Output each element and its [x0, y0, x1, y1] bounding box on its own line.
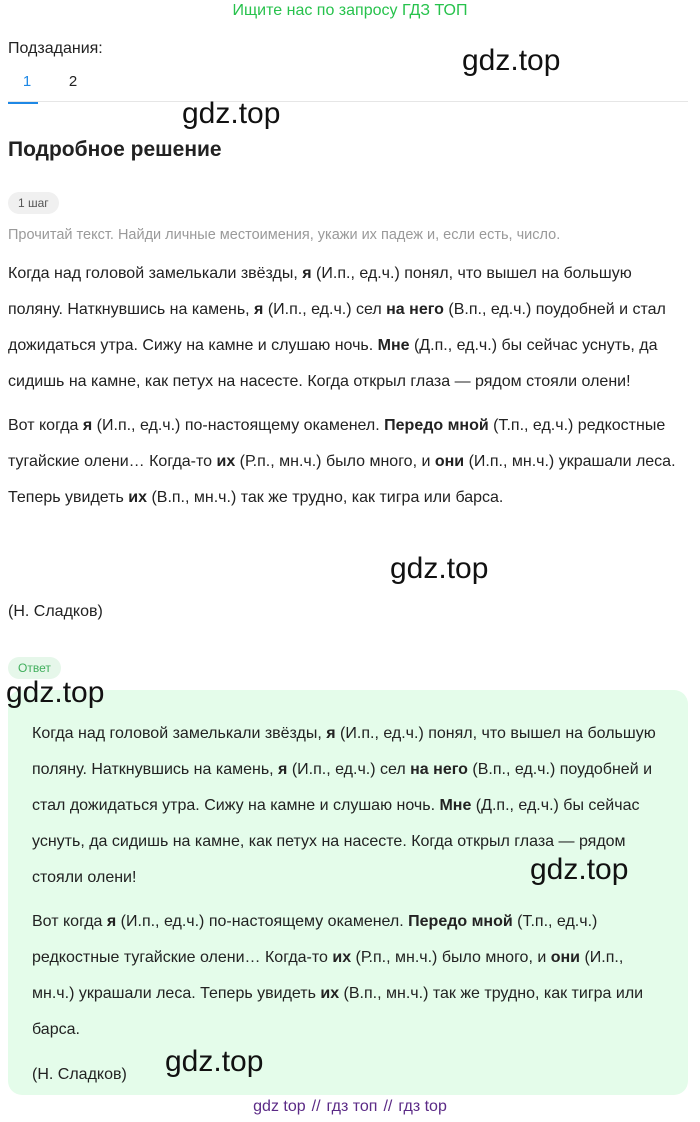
tab-subtask-2[interactable]: 2 [68, 73, 78, 90]
answer-badge: Ответ [8, 657, 61, 679]
watermark: gdz.top [165, 1045, 264, 1078]
text-segment: (И.п., ед.ч.) понял, что вышел на большую поляну. Наткнувшись на камень, [8, 265, 632, 318]
solution-paragraph-1 [8, 256, 678, 400]
watermark: gdz.top [182, 97, 281, 130]
pronoun-highlight: на него [386, 301, 444, 318]
text-segment: (В.п., мн.ч.) так же трудно, как тигра или барса. [32, 985, 644, 1038]
text-segment: (И.п., ед.ч.) по-настоящему окаменел. [116, 913, 409, 930]
text-segment: (И.п., ед.ч.) по-настоящему окаменел. [92, 417, 385, 434]
pronoun-highlight: Мне [439, 797, 472, 814]
answer-paragraph-2 [32, 904, 662, 1048]
text-segment: (И.п., мн.ч.) украшали леса. Теперь увидеть [32, 949, 624, 1002]
watermark: gdz.top [390, 552, 489, 585]
footer-separator: // [383, 1098, 393, 1115]
text-segment: (Д.п., ед.ч.) бы сейчас уснуть, да сидишь на камне, как петух на насесте. Когда открыл глаза — рядом стояли олени! [8, 337, 658, 390]
pronoun-highlight: я [278, 761, 288, 778]
footer-link-3[interactable]: гдз top [398, 1098, 447, 1115]
pronoun-highlight: их [332, 949, 352, 966]
pronoun-highlight: я [302, 265, 312, 282]
text-segment: Когда над головой замелькали звёзды, [32, 725, 327, 742]
pronoun-highlight: Передо мной [384, 417, 489, 434]
pronoun-highlight: их [216, 453, 236, 470]
tab-subtask-1[interactable]: 1 [8, 72, 46, 102]
pronoun-highlight: Мне [377, 337, 410, 354]
text-segment: (Р.п., мн.ч.) было много, и [351, 949, 551, 966]
text-segment: (И.п., ед.ч.) понял, что вышел на большую поляну. Наткнувшись на камень, [32, 725, 656, 778]
pronoun-highlight: я [82, 417, 93, 434]
pronoun-highlight: их [320, 985, 340, 1002]
text-segment: (Д.п., ед.ч.) бы сейчас уснуть, да сидишь на камне, как петух на насесте. Когда открыл глаза — рядом стояли олени! [32, 797, 640, 886]
pronoun-highlight: я [254, 301, 264, 318]
text-segment: (И.п., ед.ч.) сел [263, 301, 387, 318]
solution-paragraph-2 [8, 408, 678, 516]
text-segment: (Т.п., ед.ч.) редкостные тугайские олени… Когда-то [32, 913, 598, 966]
pronoun-highlight: их [128, 489, 147, 506]
answer-author: (Н. Сладков) [32, 1066, 127, 1083]
watermark: gdz.top [530, 853, 629, 886]
pronoun-highlight: на него [410, 761, 468, 778]
pronoun-highlight: они [434, 453, 465, 470]
task-text: Прочитай текст. Найди личные местоимения, укажи их падеж и, если есть, число. [8, 227, 561, 243]
tabs-divider [8, 101, 688, 102]
footer-links [0, 1098, 700, 1116]
pronoun-highlight: я [326, 725, 336, 742]
solution-text [8, 256, 678, 524]
step-badge: 1 шаг [8, 192, 59, 214]
section-title: Подробное решение [8, 138, 222, 161]
pronoun-highlight: они [550, 949, 581, 966]
footer-link-2[interactable]: гдз топ [326, 1098, 378, 1115]
footer-separator: // [311, 1098, 321, 1115]
promo-banner[interactable]: Ищите нас по запросу ГДЗ ТОП [232, 2, 468, 19]
text-segment: (И.п., мн.ч.) украшали леса. Теперь увидеть [8, 453, 676, 506]
subtasks-label: Подзадания: [8, 40, 103, 57]
footer-link-1[interactable]: gdz top [253, 1098, 306, 1115]
text-segment: (В.п., ед.ч.) поудобней и стал дожидаться утра. Сижу на камне и слушаю ночь. [32, 761, 653, 814]
pronoun-highlight: я [106, 913, 117, 930]
text-segment: Вот когда [32, 913, 107, 930]
text-segment: Когда над головой замелькали звёзды, [8, 265, 303, 282]
subtask-tabs [8, 72, 92, 102]
text-segment: (Т.п., ед.ч.) редкостные тугайские олени… Когда-то [8, 417, 666, 470]
watermark: gdz.top [462, 44, 561, 77]
text-segment: Вот когда [8, 417, 83, 434]
pronoun-highlight: Передо мной [408, 913, 513, 930]
solution-author: (Н. Сладков) [8, 603, 103, 620]
watermark: gdz.top [6, 676, 105, 709]
text-segment: (В.п., мн.ч.) так же трудно, как тигра или барса. [147, 489, 504, 506]
text-segment: (Р.п., мн.ч.) было много, и [235, 453, 435, 470]
text-segment: (В.п., ед.ч.) поудобней и стал дожидаться утра. Сижу на камне и слушаю ночь. [8, 301, 666, 354]
text-segment: (И.п., ед.ч.) сел [287, 761, 411, 778]
